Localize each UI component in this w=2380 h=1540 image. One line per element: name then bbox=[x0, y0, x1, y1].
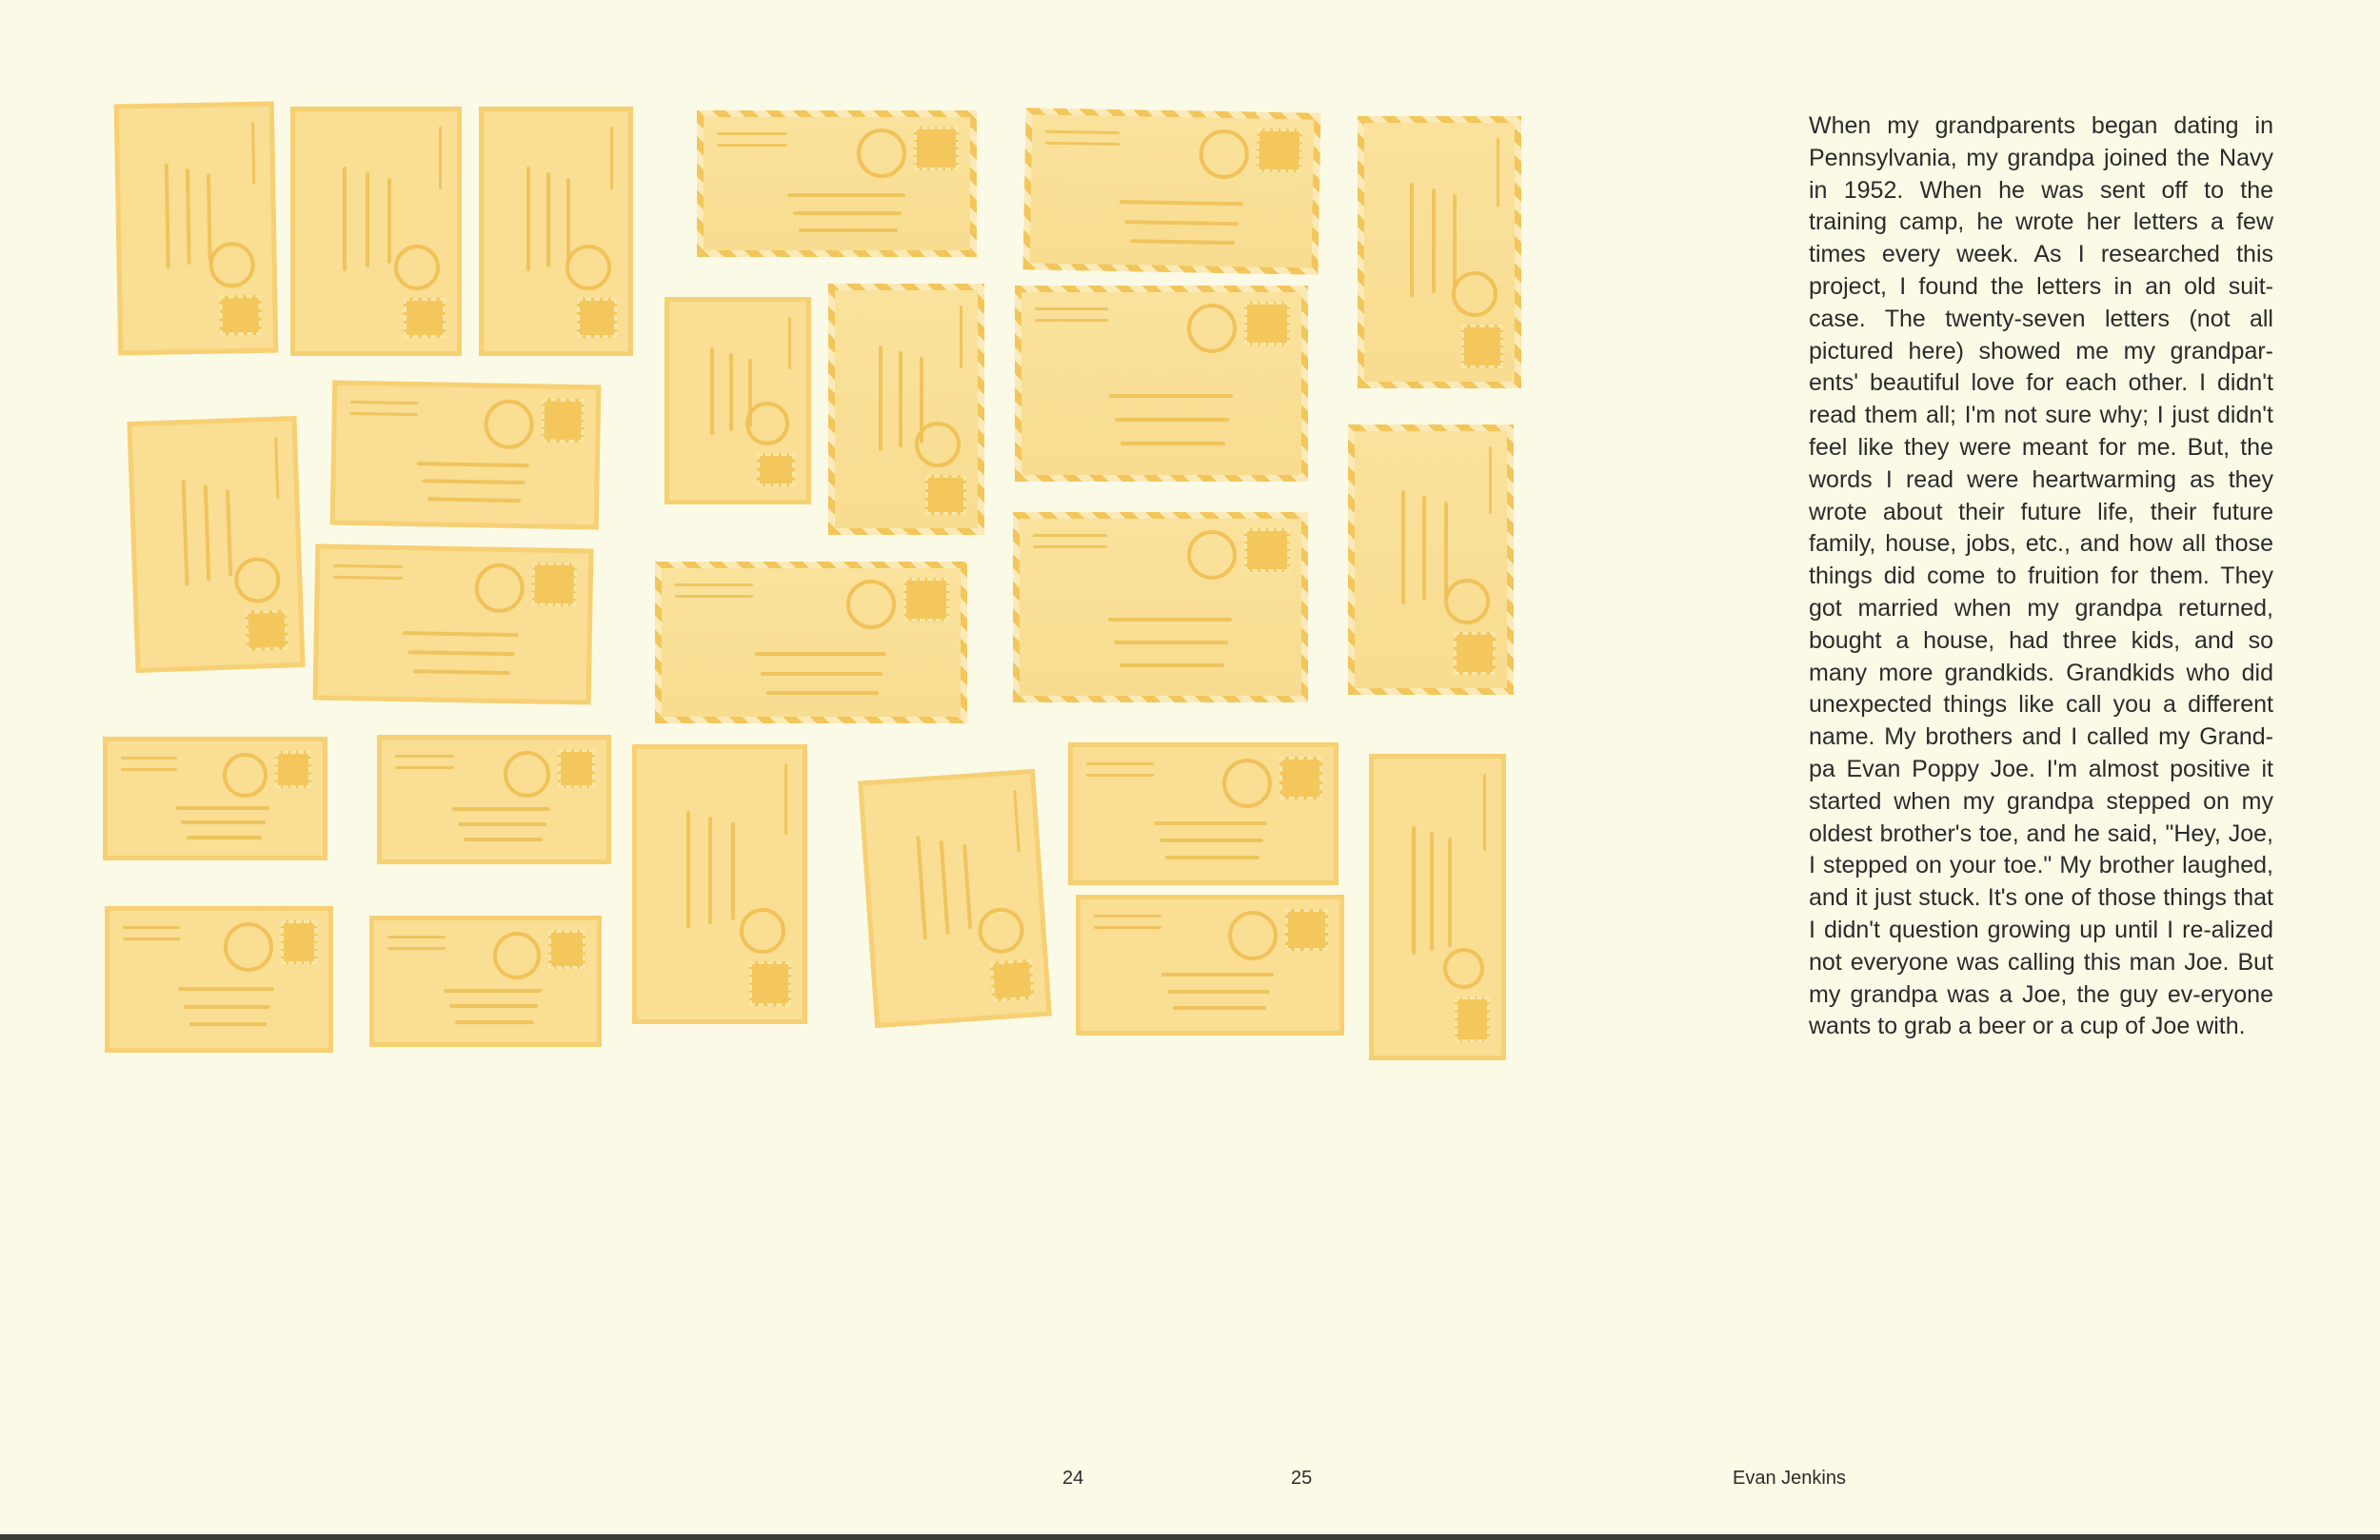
handwriting-line bbox=[427, 497, 521, 503]
return-address-line bbox=[610, 127, 613, 189]
handwriting-line bbox=[207, 174, 212, 261]
return-address-line bbox=[1086, 774, 1154, 777]
handwriting-line bbox=[189, 1022, 267, 1026]
envelope-letter bbox=[1358, 116, 1521, 388]
stamp-icon bbox=[245, 609, 288, 651]
return-address-line bbox=[1013, 790, 1021, 852]
postmark-icon bbox=[1444, 579, 1490, 624]
postmark-icon bbox=[224, 922, 273, 972]
envelope-letter bbox=[290, 107, 462, 356]
stamp-icon bbox=[1256, 128, 1302, 173]
return-address-line bbox=[1035, 319, 1108, 322]
stamp-icon bbox=[757, 453, 795, 486]
handwriting-line bbox=[422, 479, 525, 484]
handwriting-line bbox=[526, 167, 530, 271]
return-address-line bbox=[1489, 446, 1492, 514]
handwriting-line bbox=[1114, 641, 1228, 644]
return-address-line bbox=[1035, 307, 1108, 310]
handwriting-line bbox=[1167, 990, 1270, 994]
handwriting-line bbox=[1109, 394, 1232, 398]
envelope-letter bbox=[479, 107, 633, 356]
postmark-icon bbox=[1199, 128, 1249, 179]
return-address-line bbox=[1094, 915, 1161, 918]
postmark-icon bbox=[740, 908, 785, 954]
return-address-line bbox=[1094, 926, 1161, 929]
envelope-letter bbox=[828, 284, 984, 535]
stamp-icon bbox=[903, 578, 949, 622]
return-address-line bbox=[387, 936, 446, 938]
handwriting-line bbox=[387, 178, 391, 264]
postmark-icon bbox=[484, 399, 534, 449]
handwriting-line bbox=[1161, 973, 1274, 977]
postmark-icon bbox=[223, 753, 268, 798]
handwriting-line bbox=[755, 652, 886, 656]
postmark-icon bbox=[208, 242, 255, 288]
handwriting-line bbox=[729, 353, 733, 431]
envelope-letter bbox=[1369, 754, 1506, 1060]
handwriting-line bbox=[1121, 442, 1224, 445]
handwriting-line bbox=[458, 822, 546, 826]
handwriting-line bbox=[1410, 183, 1414, 297]
postmark-icon bbox=[493, 932, 541, 979]
bottom-edge-rule bbox=[0, 1534, 2380, 1540]
envelope-letter bbox=[377, 735, 611, 864]
handwriting-line bbox=[761, 672, 883, 676]
handwriting-line bbox=[1401, 490, 1405, 603]
envelope-letter bbox=[103, 737, 327, 860]
stamp-icon bbox=[925, 475, 966, 515]
handwriting-line bbox=[1453, 194, 1457, 289]
envelope-letter bbox=[655, 562, 967, 723]
handwriting-line bbox=[184, 1005, 270, 1009]
handwriting-line bbox=[731, 822, 735, 920]
envelope-letter bbox=[1013, 512, 1308, 702]
return-address-line bbox=[1045, 142, 1120, 146]
stamp-icon bbox=[1279, 757, 1322, 800]
author-name: Evan Jenkins bbox=[1733, 1468, 1846, 1489]
envelope-letter bbox=[1076, 895, 1344, 1036]
return-address-line bbox=[1483, 774, 1486, 851]
handwriting-line bbox=[407, 650, 515, 656]
handwriting-line bbox=[1130, 239, 1235, 245]
envelope-letter bbox=[632, 744, 807, 1024]
return-address-line bbox=[123, 938, 180, 940]
handwriting-line bbox=[181, 820, 266, 824]
handwriting-line bbox=[546, 172, 550, 267]
envelope-letter bbox=[1068, 742, 1339, 885]
handwriting-line bbox=[1120, 663, 1224, 667]
envelope-letter bbox=[313, 543, 594, 704]
handwriting-line bbox=[787, 193, 904, 197]
handwriting-line bbox=[963, 844, 973, 929]
handwriting-line bbox=[464, 838, 543, 841]
return-address-line bbox=[675, 583, 753, 586]
stamp-icon bbox=[1244, 528, 1290, 572]
handwriting-line bbox=[920, 357, 923, 444]
postmark-icon bbox=[1222, 759, 1272, 808]
stamp-icon bbox=[220, 295, 262, 336]
handwriting-line bbox=[165, 164, 170, 269]
stamp-icon bbox=[1455, 997, 1490, 1042]
handwriting-line bbox=[708, 817, 712, 924]
handwriting-line bbox=[1165, 856, 1259, 859]
envelope-letter bbox=[664, 297, 811, 504]
handwriting-line bbox=[204, 484, 211, 581]
return-address-line bbox=[387, 947, 446, 950]
stamp-icon bbox=[914, 127, 959, 170]
handwriting-line bbox=[413, 669, 511, 675]
handwriting-line bbox=[748, 359, 752, 427]
postmark-icon bbox=[857, 128, 906, 178]
handwriting-line bbox=[1115, 418, 1228, 422]
postmark-icon bbox=[1187, 304, 1237, 353]
handwriting-line bbox=[175, 806, 269, 810]
stamp-icon bbox=[532, 562, 578, 606]
stamp-icon bbox=[541, 398, 585, 442]
handwriting-line bbox=[1422, 496, 1426, 600]
envelope-letter bbox=[1015, 286, 1308, 482]
handwriting-line bbox=[1120, 200, 1243, 206]
return-address-line bbox=[350, 401, 418, 405]
handwriting-line bbox=[1432, 188, 1436, 293]
return-address-line bbox=[675, 595, 753, 598]
page-number-left: 24 bbox=[1062, 1468, 1084, 1489]
stamp-icon bbox=[990, 959, 1035, 1002]
stamp-icon bbox=[749, 961, 791, 1006]
stamp-icon bbox=[275, 751, 311, 788]
return-address-line bbox=[1033, 534, 1107, 537]
handwriting-line bbox=[452, 807, 550, 811]
handwriting-line bbox=[940, 840, 950, 935]
handwriting-line bbox=[793, 211, 901, 215]
handwriting-line bbox=[879, 346, 883, 451]
postmark-icon bbox=[475, 563, 526, 613]
handwriting-line bbox=[1124, 220, 1239, 226]
stamp-icon bbox=[577, 298, 617, 338]
handwriting-line bbox=[181, 480, 188, 585]
return-address-line bbox=[350, 412, 418, 416]
return-address-line bbox=[333, 576, 403, 580]
envelope-letter bbox=[1023, 108, 1321, 274]
postmark-icon bbox=[565, 245, 611, 290]
envelope-letter bbox=[369, 916, 602, 1047]
handwriting-line bbox=[1412, 826, 1416, 955]
return-address-line bbox=[121, 757, 177, 760]
return-address-line bbox=[1033, 545, 1107, 548]
postmark-icon bbox=[1452, 271, 1497, 317]
handwriting-line bbox=[899, 351, 902, 447]
return-address-line bbox=[395, 755, 454, 758]
handwriting-line bbox=[566, 178, 570, 264]
handwriting-line bbox=[766, 691, 879, 695]
postmark-icon bbox=[1228, 911, 1278, 960]
handwriting-line bbox=[402, 631, 519, 637]
return-address-line bbox=[788, 317, 791, 369]
handwriting-line bbox=[1154, 821, 1267, 825]
handwriting-line bbox=[710, 347, 714, 435]
return-address-line bbox=[395, 766, 454, 769]
stamp-icon bbox=[1454, 632, 1496, 675]
envelope-letter bbox=[858, 769, 1052, 1028]
return-address-line bbox=[251, 122, 255, 185]
handwriting-line bbox=[187, 836, 262, 839]
handwriting-line bbox=[1448, 838, 1452, 947]
envelope-letter bbox=[127, 416, 305, 673]
return-address-line bbox=[784, 764, 787, 835]
return-address-line bbox=[717, 132, 787, 135]
handwriting-line bbox=[1444, 502, 1448, 596]
stamp-icon bbox=[1285, 909, 1328, 951]
postmark-icon bbox=[1443, 948, 1484, 989]
handwriting-line bbox=[444, 989, 541, 993]
handwriting-line bbox=[916, 837, 927, 940]
stamp-icon bbox=[1244, 302, 1290, 346]
stamp-icon bbox=[1461, 325, 1503, 368]
return-address-line bbox=[121, 768, 177, 771]
return-address-line bbox=[123, 926, 180, 929]
return-address-line bbox=[274, 437, 279, 500]
page-number-right: 25 bbox=[1291, 1468, 1313, 1489]
handwriting-line bbox=[1160, 839, 1263, 842]
handwriting-line bbox=[416, 462, 528, 467]
handwriting-line bbox=[455, 1020, 533, 1024]
return-address-line bbox=[439, 127, 442, 189]
return-address-line bbox=[960, 306, 962, 368]
envelope-letter bbox=[1348, 424, 1514, 695]
handwriting-line bbox=[1108, 618, 1232, 622]
handwriting-line bbox=[1430, 832, 1434, 951]
return-address-line bbox=[1045, 130, 1120, 134]
return-address-line bbox=[333, 564, 403, 568]
handwriting-line bbox=[686, 811, 690, 928]
handwriting-line bbox=[449, 1004, 537, 1008]
postmark-icon bbox=[394, 245, 440, 290]
return-address-line bbox=[1086, 762, 1154, 765]
stamp-icon bbox=[548, 930, 585, 969]
postmark-icon bbox=[846, 580, 896, 629]
envelope-letter bbox=[330, 381, 602, 530]
handwriting-line bbox=[226, 490, 232, 577]
postmark-icon bbox=[504, 751, 550, 798]
return-address-line bbox=[717, 144, 787, 147]
handwriting-line bbox=[178, 987, 274, 991]
handwriting-line bbox=[799, 228, 897, 232]
stamp-icon bbox=[404, 298, 446, 338]
postmark-icon bbox=[977, 906, 1025, 955]
envelope-letter bbox=[105, 906, 333, 1053]
stamp-icon bbox=[281, 920, 317, 964]
handwriting-line bbox=[366, 172, 369, 267]
return-address-line bbox=[1497, 138, 1499, 207]
handwriting-line bbox=[186, 168, 191, 265]
stamp-icon bbox=[558, 749, 595, 788]
body-paragraph: When my grandparents began dating in Pennsylvania, my grandpa joined the Navy in 1952. When he was sent off to the training camp, he wrote her letters a few times every week. As I researched this project, I found the letters in an old suit-case. The twenty-seven letters (not all pictured here) showed me my grandpar-ents' beautiful love for each other. I didn't read them all; I'm not sure why; I just didn't feel like they were meant for me. But, the words I read were heartwarming as they wrote about their future life, their future family, house, jobs, etc., and how all those things did come to fruition for them. They got married when my grandpa returned, bought a house, had three kids, and so many more grandkids. Grandkids who did unexpected things like call you a different name. My brothers and I called my Grand-pa Evan Poppy Joe. I'm almost positive it started when my grandpa stepped on my oldest brother's toe, and he said, "Hey, Joe, I stepped on your toe." My brother laughed, and it just stuck. It's one of those things that I didn't question growing up until I re-alized not everyone was calling this man Joe. But my grandpa was a Joe, the guy ev-eryone wants to grab a beer or a cup of Joe with. bbox=[1809, 112, 2273, 1040]
handwriting-line bbox=[1173, 1006, 1266, 1010]
postmark-icon bbox=[1187, 530, 1237, 580]
envelope-letter bbox=[114, 102, 279, 356]
postmark-icon bbox=[234, 556, 282, 603]
handwriting-line bbox=[343, 167, 347, 271]
envelope-letter bbox=[697, 110, 977, 257]
